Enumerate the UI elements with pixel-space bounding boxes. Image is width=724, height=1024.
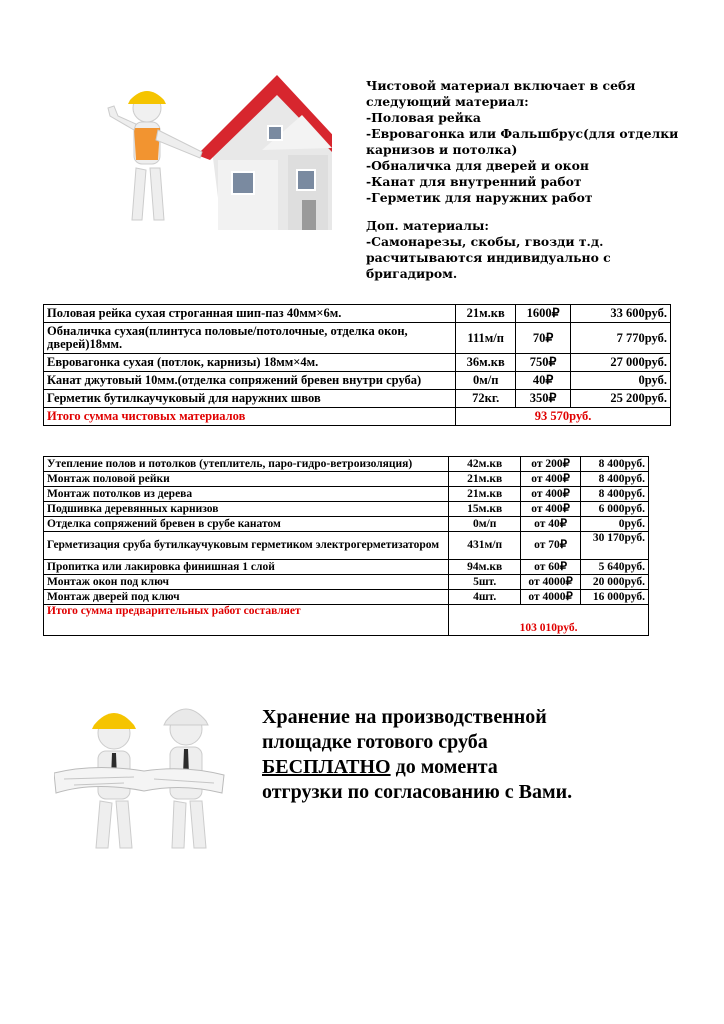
work-sum: 30 170руб. (581, 532, 649, 560)
table-row (44, 305, 671, 323)
table-row (44, 487, 649, 502)
work-name: Монтаж дверей под ключ (44, 590, 449, 605)
intro-line: бригадиром. (366, 266, 458, 281)
intro-line: расчитываются индивидуально с (366, 250, 611, 265)
work-price: от 400₽ (521, 487, 581, 502)
intro-line: -Самонарезы, скобы, гвозди т.д. (366, 234, 604, 249)
item-name: Канат джутовый 10мм.(отделка сопряжений бревен внутри сруба) (44, 372, 456, 390)
item-sum: 33 600руб. (571, 305, 671, 323)
table-row (44, 323, 671, 354)
work-qty: 21м.кв (449, 487, 521, 502)
work-qty: 15м.кв (449, 502, 521, 517)
work-name: Подшивка деревянных карнизов (44, 502, 449, 517)
item-sum: 0руб. (571, 372, 671, 390)
preliminary-works-table (43, 456, 649, 636)
work-name: Утепление полов и потолков (утеплитель, паро-гидро-ветроизоляция) (44, 457, 449, 472)
work-price: от 400₽ (521, 502, 581, 517)
work-qty: 21м.кв (449, 472, 521, 487)
item-qty: 0м/п (456, 372, 516, 390)
item-price: 350₽ (516, 390, 571, 408)
work-sum: 6 000руб. (581, 502, 649, 517)
work-qty: 42м.кв (449, 457, 521, 472)
intro-line: Доп. материалы: (366, 218, 489, 233)
work-sum: 8 400руб. (581, 472, 649, 487)
item-name: Половая рейка сухая строганная шип-паз 40мм×6м. (44, 305, 456, 323)
work-qty: 431м/п (449, 532, 521, 560)
total-label: Итого сумма чистовых материалов (44, 408, 456, 426)
intro-line (366, 206, 696, 218)
item-qty: 72кг. (456, 390, 516, 408)
table-row (44, 472, 649, 487)
item-price: 70₽ (516, 323, 571, 354)
table-row (44, 390, 671, 408)
table-row (44, 575, 649, 590)
item-price: 40₽ (516, 372, 571, 390)
finish-materials-table (43, 304, 671, 426)
intro-line: -Обналичка для дверей и окон (366, 158, 589, 173)
intro-line: -Евровагонка или Фальшбрус(для отделки (366, 126, 679, 141)
free-highlight: БЕСПЛАТНО (262, 756, 391, 778)
item-qty: 21м.кв (456, 305, 516, 323)
table-row (44, 590, 649, 605)
work-sum: 8 400руб. (581, 457, 649, 472)
storage-line (262, 755, 692, 780)
item-name: Евровагонка сухая (потлок, карнизы) 18мм×4м. (44, 354, 456, 372)
work-qty: 4шт. (449, 590, 521, 605)
item-price: 750₽ (516, 354, 571, 372)
intro-line: -Половая рейка (366, 110, 481, 125)
work-sum: 0руб. (581, 517, 649, 532)
work-name: Монтаж окон под ключ (44, 575, 449, 590)
storage-line: Хранение на производственной (262, 706, 547, 728)
work-sum: 5 640руб. (581, 560, 649, 575)
table-row (44, 532, 649, 560)
work-qty: 94м.кв (449, 560, 521, 575)
work-price: от 4000₽ (521, 590, 581, 605)
work-name: Монтаж потолков из дерева (44, 487, 449, 502)
table-row (44, 502, 649, 517)
storage-notice (262, 705, 692, 805)
item-sum: 27 000руб. (571, 354, 671, 372)
storage-line: площадке готового сруба (262, 731, 488, 753)
item-name: Обналичка сухая(плинтуса половые/потолочные, отделка окон, дверей)18мм. (44, 323, 456, 354)
storage-line: отгрузки по согласованию с Вами. (262, 781, 573, 803)
table-row (44, 517, 649, 532)
work-price: от 60₽ (521, 560, 581, 575)
work-sum: 20 000руб. (581, 575, 649, 590)
builders-illustration (54, 693, 236, 851)
work-name: Монтаж половой рейки (44, 472, 449, 487)
table-row (44, 457, 649, 472)
item-price: 1600₽ (516, 305, 571, 323)
total-row (44, 605, 649, 636)
item-qty: 111м/п (456, 323, 516, 354)
house-illustration (92, 60, 332, 240)
item-qty: 36м.кв (456, 354, 516, 372)
table-row (44, 354, 671, 372)
work-name: Герметизация сруба бутилкаучуковым герметиком электрогерметизатором (44, 532, 449, 560)
intro-line: Чистовой материал включает в себя (366, 78, 636, 93)
item-sum: 25 200руб. (571, 390, 671, 408)
total-label: Итого сумма предварительных работ составляет (44, 605, 449, 636)
work-price: от 400₽ (521, 472, 581, 487)
work-name: Отделка сопряжений бревен в срубе канатом (44, 517, 449, 532)
storage-line-rest: до момента (390, 756, 498, 778)
intro-line: следующий материал: (366, 94, 529, 109)
intro-line: карнизов и потолка) (366, 142, 518, 157)
item-sum: 7 770руб. (571, 323, 671, 354)
work-qty: 5шт. (449, 575, 521, 590)
total-value: 93 570руб. (456, 408, 671, 426)
finish-material-description (366, 78, 696, 282)
total-row (44, 408, 671, 426)
table-row (44, 372, 671, 390)
work-name: Пропитка или лакировка финишная 1 слой (44, 560, 449, 575)
work-qty: 0м/п (449, 517, 521, 532)
total-value: 103 010руб. (449, 605, 649, 636)
table-row (44, 560, 649, 575)
intro-line: -Герметик для наружних работ (366, 190, 593, 205)
work-sum: 8 400руб. (581, 487, 649, 502)
work-sum: 16 000руб. (581, 590, 649, 605)
item-name: Герметик бутилкаучуковый для наружних швов (44, 390, 456, 408)
work-price: от 70₽ (521, 532, 581, 560)
work-price: от 4000₽ (521, 575, 581, 590)
intro-line: -Канат для внутренний работ (366, 174, 582, 189)
work-price: от 40₽ (521, 517, 581, 532)
work-price: от 200₽ (521, 457, 581, 472)
